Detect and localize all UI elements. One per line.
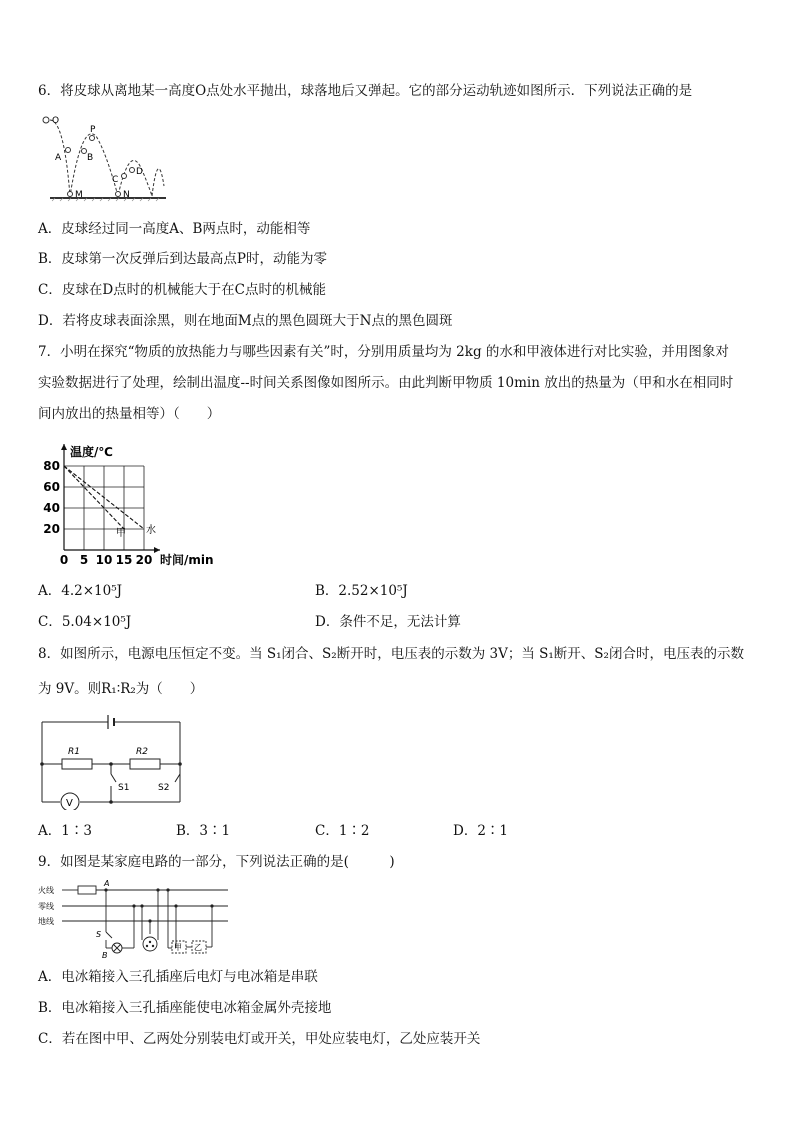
q9-option-c: C．若在图中甲、乙两处分别装电灯或开关，甲处应装电灯，乙处应装开关 [38,1031,481,1047]
label-r2: R2 [136,747,148,757]
q9-option-b: B．电冰箱接入三孔插座能使电冰箱金属外壳接地 [38,1000,332,1016]
q8-option-c: C．1∶2 [315,823,370,839]
voltmeter-label: V [66,798,73,809]
q6-option-d: D．若将皮球表面涂黑，则在地面M点的黑色圆斑大于N点的黑色圆斑 [38,313,453,329]
label-c: C [112,175,119,185]
x-tick-label: 10 [95,553,113,567]
y-tick-label: 80 [43,459,60,473]
label-m: M [75,190,83,200]
label-b: B [102,951,108,960]
q7-stem-line1: 7．小明在探究“物质的放热能力与哪些因素有关”时，分别用质量均为 2kg 的水和甲液体进行对比实验，并用图象对 [38,344,729,360]
label-r1: R1 [68,747,80,757]
q7-option-c: C．5.04×10⁵J [38,614,132,630]
label-a: A [55,153,62,163]
series-line-1 [64,466,124,529]
label-a: A [104,879,110,888]
q8-stem-line1: 8．如图所示，电源电压恒定不变。当 S₁闭合、S₂断开时，电压表的示数为 3V；当 S₁断开、S₂闭合时，电压表的示数 [38,646,744,662]
x-tick-label: 5 [79,553,89,567]
label-yi: 乙 [194,943,202,952]
q9-stem: 9．如图是某家庭电路的一部分，下列说法正确的是( ) [38,854,395,870]
label-n: N [123,190,130,200]
temperature-time-chart [38,436,238,568]
series-label-2: 水 [146,525,156,536]
label-b: B [87,153,94,163]
label-s2: S2 [158,783,170,793]
label-s1: S1 [118,783,130,793]
q6-option-c: C．皮球在D点时的机械能大于在C点时的机械能 [38,282,326,298]
q6-option-b: B．皮球第一次反弹后到达最高点P时，动能为零 [38,251,328,267]
x-axis-label: 时间/min [160,553,214,567]
q9-option-a: A．电冰箱接入三孔插座后电灯与电冰箱是串联 [38,969,318,985]
label-jia: 甲 [174,943,182,952]
y-tick-label: 20 [43,522,60,536]
q9-household-circuit [38,878,238,960]
q6-stem: 6．将皮球从离地某一高度O点处水平抛出，球落地后又弹起。它的部分运动轨迹如图所示．下列说法正确的是 [38,83,693,99]
q7-stem-line2: 实验数据进行了处理，绘制出温度--时间关系图像如图所示。由此判断甲物质 10min 放出的热量为（甲和水在相同时 [38,375,734,391]
q7-option-d: D．条件不足，无法计算 [315,614,461,630]
label-p: P [90,125,96,135]
q8-circuit-diagram [38,710,188,810]
label-d: D [136,167,143,177]
y-axis-label: 温度/℃ [70,445,113,459]
q8-option-b: B．3∶1 [176,823,231,839]
q8-option-d: D．2∶1 [453,823,509,839]
label-o: O [52,116,60,126]
ground-wire-label: 地线 [38,917,54,926]
q7-option-a: A．4.2×10⁵J [38,583,123,599]
q8-stem-line2: 为 9V。则R₁∶R₂为（ ） [38,681,204,697]
q7-option-b: B．2.52×10⁵J [315,583,408,599]
neutral-wire-label: 零线 [38,902,54,911]
y-tick-label: 40 [43,501,60,515]
x-tick-label: 15 [115,553,133,567]
q6-bounce-figure [38,112,168,204]
y-tick-label: 60 [43,480,60,494]
x-tick-label: 0 [59,553,69,567]
q6-option-a: A．皮球经过同一高度A、B两点时，动能相等 [38,221,311,237]
q7-stem-line3: 间内放出的热量相等）（ ） [38,406,221,422]
x-tick-label: 20 [135,553,153,567]
y-axis-arrow [61,444,67,450]
series-label-1: 甲 [116,528,126,539]
live-wire-label: 火线 [38,886,54,895]
label-s: S [96,930,102,939]
q8-option-a: A．1∶3 [38,823,92,839]
trajectory [50,120,164,196]
